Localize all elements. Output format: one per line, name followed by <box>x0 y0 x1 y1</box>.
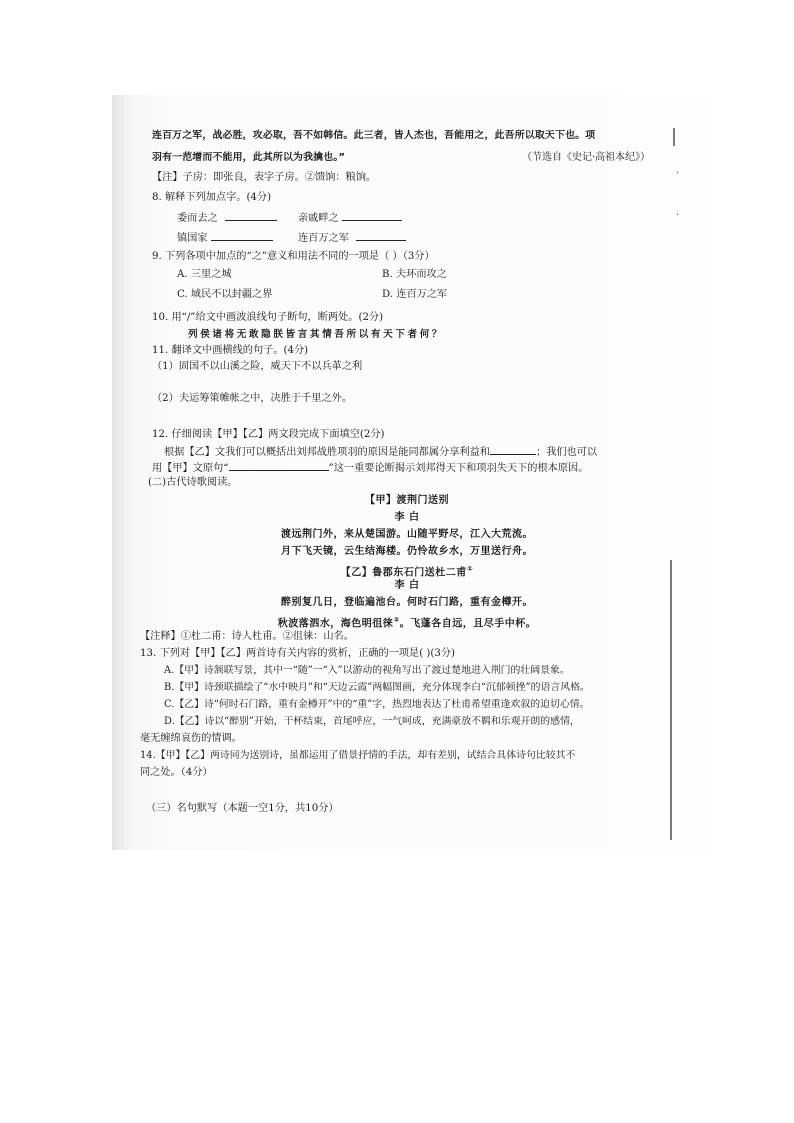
q14-stem-cont: 同之处。（4分） <box>140 767 213 778</box>
margin-mark: · <box>676 168 680 179</box>
q12-text: ；我们也可以 <box>536 447 598 458</box>
passage-line: 连百万之军，战必胜，攻必取，吾不如韩信。此三者，皆人杰也，吾能用之，此吾所以取天下也。项 <box>152 130 596 141</box>
margin-mark: · <box>676 210 680 221</box>
poem2-line-text: 。飞蓬各自远，且尽手中杯。 <box>399 618 537 630</box>
q10-stem: 10. 用“/”给文中画波浪线句子断句，断两处。(2分) <box>152 312 384 323</box>
q13-stem: 13. 下列对【甲】【乙】两首诗有关内容的赏析，正确的一项是( )(3分) <box>140 648 456 659</box>
q9-option-d: D. 连百万之军 <box>382 289 448 300</box>
section-2-title: (二)古代诗歌阅读。 <box>148 477 238 488</box>
poem1-line: 月下飞天镜，云生结海楼。仍怜故乡水，万里送行舟。 <box>281 546 533 557</box>
footnote-mark: ① <box>466 565 474 573</box>
q9-option-a: A. 三里之城 <box>177 269 232 280</box>
answer-blank[interactable] <box>211 230 273 241</box>
q13-option-a: A.【甲】诗颔联写景，其中一“随”一“入”以游动的视角写出了渡过楚地进入荆门的壮阔景象。 <box>164 665 570 676</box>
poem2-line-text: 秋波落泗水，海色明徂徕 <box>277 618 394 630</box>
poem1-author: 李 白 <box>394 512 420 523</box>
q11-sentence-2: （2）夫运筹策帷帐之中，决胜于千里之外。 <box>152 393 353 404</box>
q9-option-b: B. 夫环而攻之 <box>382 269 447 280</box>
poem2-author: 李 白 <box>394 580 420 591</box>
section-3-title: （三）名句默写（本题一空1分，共10分） <box>146 803 339 814</box>
poem2-line: 醉别复几日，登临遍池台。何时石门路，重有金樽开。 <box>281 597 533 608</box>
q8-word: 镇国家 <box>177 233 208 244</box>
q8-item <box>177 210 277 226</box>
q8-word: 委而去之 <box>177 213 218 224</box>
q9-stem: 9. 下列各项中加点的“之”意义和用法不同的一项是（ ）（3分） <box>152 251 435 262</box>
page-edge-line <box>670 560 672 840</box>
answer-blank[interactable] <box>490 444 536 455</box>
poem1-title: 【甲】渡荆门送别 <box>365 495 449 506</box>
q12-stem: 12. 仔细阅读【甲】【乙】两文段完成下面填空(2分) <box>152 429 385 440</box>
q12-text: 根据【乙】文我们可以概括出刘邦战胜项羽的原因是能同都属分享利益和 <box>164 447 490 458</box>
q8-item <box>177 230 273 246</box>
q12-text: 用【甲】文原句“ <box>152 463 229 474</box>
q13-option-d-cont: 毫无缠绵哀伤的情调。 <box>140 733 242 744</box>
q9-option-c: C. 域民不以封疆之界 <box>177 289 273 300</box>
answer-blank[interactable] <box>342 210 402 221</box>
q12-line-2 <box>152 460 588 476</box>
footnote-mark: ② <box>393 616 400 624</box>
answer-blank[interactable] <box>356 230 406 241</box>
q11-sentence-1: （1）固国不以山溪之险，威天下不以兵革之利 <box>152 361 363 372</box>
q8-word: 亲戚畔之 <box>298 213 339 224</box>
poem2-title-text: 【乙】鲁郡东石门送杜二甫 <box>340 567 467 579</box>
answer-blank[interactable] <box>229 460 329 471</box>
q13-option-d: D.【乙】诗以“醉别”开始，干杯结束，首尾呼应，一气呵成，充满豪放不羁和乐观开朗的感情， <box>164 716 580 727</box>
q8-item <box>298 230 406 246</box>
q13-option-c: C.【乙】诗“何时石门路，重有金樽开”中的“重”字，热烈地表达了杜甫希望重逢欢叙的迫切心情。 <box>164 699 590 710</box>
passage-source: （节选自《史记·高祖本纪》） <box>522 152 651 163</box>
page-edge-tick <box>673 128 675 146</box>
q11-stem: 11. 翻译文中画横线的句子。(4分) <box>152 345 309 356</box>
poem2-line <box>152 613 662 631</box>
q8-word: 连百万之军 <box>298 233 349 244</box>
q13-option-b: B.【甲】诗颈联描绘了“水中映月”和“天边云霞”两幅图画，充分体现李白“沉郁顿挫”的语言风格。 <box>164 682 590 693</box>
q10-sentence: 列侯诸将无敢隐朕皆言其情吾所以有天下者何？ <box>188 329 445 340</box>
q12-text: ”这一重要论断揭示刘邦得天下和项羽失天下的根本原因。 <box>328 463 589 474</box>
q14-stem: 14.【甲】【乙】两诗同为送别诗，虽都运用了借景抒情的手法，却有差别，试结合具体诗句比较其不 <box>140 750 576 761</box>
poem-note: 【注释】①杜二甫：诗人杜甫。②徂徕：山名。 <box>140 631 354 642</box>
answer-blank[interactable] <box>225 210 277 221</box>
poem2-title <box>152 562 662 580</box>
q8-stem: 8. 解释下列加点字。(4分) <box>152 192 272 203</box>
q8-item <box>298 210 402 226</box>
q12-line-1 <box>164 444 597 460</box>
poem1-line: 渡远荆门外，来从楚国游。山随平野尽，江入大荒流。 <box>281 529 533 540</box>
passage-line: 羽有一范增而不能用，此其所以为我擒也。” <box>152 152 346 163</box>
passage-note: 【注】子房：即张良，表字子房。②馈饷：粮饷。 <box>152 172 377 183</box>
